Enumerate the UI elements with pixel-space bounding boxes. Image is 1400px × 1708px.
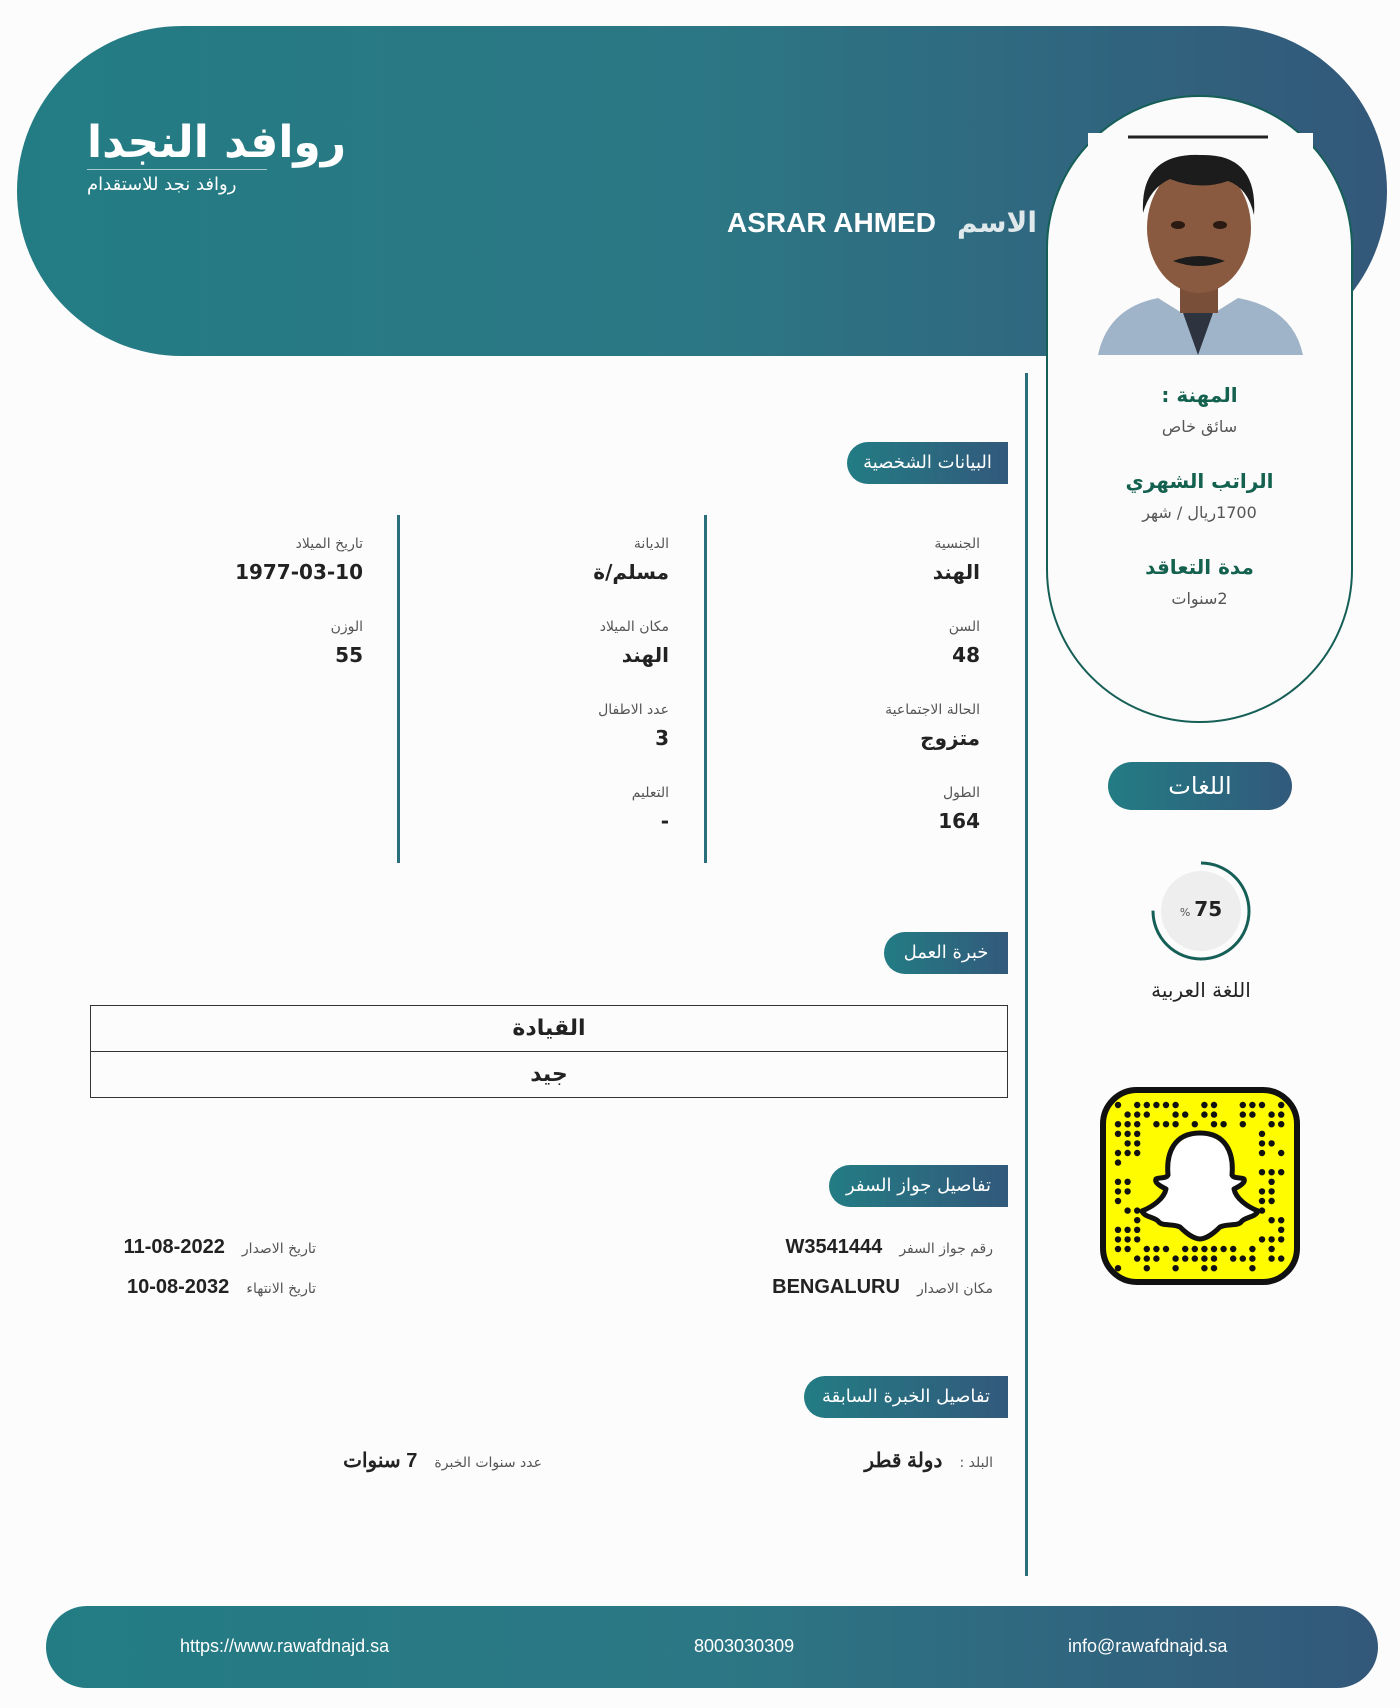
snapcode-dot xyxy=(1182,1111,1188,1117)
snapcode-dot xyxy=(1172,1255,1178,1261)
field-label: البلد : xyxy=(959,1455,993,1471)
snapcode-dot xyxy=(1220,1246,1226,1252)
snapcode-dot xyxy=(1124,1246,1130,1252)
column-divider xyxy=(397,515,400,863)
profession-block xyxy=(1048,383,1351,436)
snapcode-dot xyxy=(1134,1217,1140,1223)
snapcode-dot xyxy=(1115,1121,1121,1127)
field-label: تاريخ الاصدار xyxy=(241,1241,316,1257)
snapcode-dot xyxy=(1211,1102,1217,1108)
field-label: رقم جواز السفر xyxy=(899,1241,993,1257)
snapcode-dot xyxy=(1115,1188,1121,1194)
profile-photo xyxy=(1088,133,1313,355)
passport-expiry-date xyxy=(127,1276,316,1299)
snapcode-dot xyxy=(1268,1255,1274,1261)
snapcode-dot xyxy=(1192,1121,1198,1127)
snapcode-dot xyxy=(1268,1246,1274,1252)
snapcode-dot xyxy=(1259,1198,1265,1204)
snapcode-dot xyxy=(1240,1111,1246,1117)
profile-card xyxy=(1046,95,1353,723)
field-value: 3 xyxy=(655,726,669,750)
section-passport: تفاصيل جواز السفر xyxy=(829,1165,1008,1207)
name-row xyxy=(617,206,1037,239)
snapcode-dot xyxy=(1249,1246,1255,1252)
snapcode-dot xyxy=(1268,1140,1274,1146)
contract-value: 2سنوات xyxy=(1171,589,1228,608)
snapcode-dot xyxy=(1172,1111,1178,1117)
field-label: الجنسية xyxy=(934,536,980,552)
field-children xyxy=(598,702,669,750)
field-value: 55 xyxy=(335,643,363,667)
snapcode-dot xyxy=(1220,1121,1226,1127)
snapcode-dot xyxy=(1153,1255,1159,1261)
name-value: ASRAR AHMED xyxy=(726,207,936,238)
snapcode-dot xyxy=(1268,1188,1274,1194)
profession-value: سائق خاص xyxy=(1161,417,1238,436)
snapcode-dot xyxy=(1124,1140,1130,1146)
field-nationality xyxy=(933,536,980,584)
snapcode-dot xyxy=(1124,1207,1130,1213)
snapcode-dot xyxy=(1259,1140,1265,1146)
snapcode-dot xyxy=(1163,1121,1169,1127)
snapcode-dot xyxy=(1201,1265,1207,1271)
percent-value: 75 xyxy=(1194,897,1223,921)
field-value: الهند xyxy=(621,643,669,667)
logo-subtitle: روافد نجد للاستقدام xyxy=(87,174,237,195)
snapcode-dot xyxy=(1124,1227,1130,1233)
field-weight xyxy=(331,619,363,667)
snapcode-dot xyxy=(1278,1236,1284,1242)
snapcode-dot xyxy=(1124,1236,1130,1242)
snapcode-dot xyxy=(1153,1121,1159,1127)
snapcode-dot xyxy=(1201,1102,1207,1108)
snapcode-dot xyxy=(1144,1102,1150,1108)
snapcode-dot xyxy=(1259,1102,1265,1108)
field-label: تاريخ الانتهاء xyxy=(246,1281,316,1297)
table-cell: جيد xyxy=(91,1052,1008,1098)
snapcode-dot xyxy=(1240,1102,1246,1108)
table-row xyxy=(91,1006,1008,1052)
snapcode-dot xyxy=(1230,1255,1236,1261)
passport-issue-date xyxy=(124,1236,316,1259)
passport-place xyxy=(772,1276,993,1299)
snapcode-dot xyxy=(1240,1255,1246,1261)
phone-number[interactable]: 8003030309 xyxy=(694,1636,795,1656)
skills-table xyxy=(90,1005,1008,1098)
passport-number xyxy=(785,1236,993,1259)
snapcode-dot xyxy=(1115,1227,1121,1233)
snapcode-dot xyxy=(1278,1111,1284,1117)
snapcode-dot xyxy=(1278,1217,1284,1223)
field-value: 1977-03-10 xyxy=(235,560,363,584)
snapcode-dot xyxy=(1134,1102,1140,1108)
snapcode-dot xyxy=(1153,1246,1159,1252)
snapcode-dot xyxy=(1172,1265,1178,1271)
snapcode-dot xyxy=(1134,1255,1140,1261)
snapcode-dot xyxy=(1124,1131,1130,1137)
snapcode-dot xyxy=(1268,1111,1274,1117)
field-marital-status xyxy=(885,702,980,750)
snapcode-dot xyxy=(1163,1102,1169,1108)
snapcode-dot xyxy=(1211,1265,1217,1271)
snapcode-dot xyxy=(1134,1121,1140,1127)
website-link[interactable]: https://www.rawafdnajd.sa xyxy=(180,1636,390,1656)
field-value: الهند xyxy=(932,560,980,584)
table-cell: القيادة xyxy=(91,1006,1008,1052)
snapcode-dot xyxy=(1124,1179,1130,1185)
field-value: متزوج xyxy=(920,726,980,750)
snapcode-dot xyxy=(1259,1150,1265,1156)
field-value: BENGALURU xyxy=(772,1276,900,1298)
contract-block xyxy=(1048,555,1351,608)
snapcode-dot xyxy=(1115,1131,1121,1137)
brand-logo xyxy=(87,117,347,195)
snapcode-dot xyxy=(1134,1111,1140,1117)
logo-mark: روافد النجدا xyxy=(87,117,347,168)
snapcode-dot xyxy=(1192,1246,1198,1252)
snapcode-dot xyxy=(1124,1121,1130,1127)
field-label: الطول xyxy=(942,785,980,801)
field-label: مكان الميلاد xyxy=(599,619,669,635)
snapcode-dot xyxy=(1278,1121,1284,1127)
field-value: W3541444 xyxy=(785,1236,883,1258)
field-label: عدد سنوات الخبرة xyxy=(434,1455,542,1471)
snapcode-dot xyxy=(1201,1255,1207,1261)
field-age xyxy=(949,619,980,667)
field-label: التعليم xyxy=(631,785,669,801)
field-label: عدد الاطفال xyxy=(598,702,669,718)
snapchat-qr-code[interactable] xyxy=(1100,1087,1300,1285)
snapcode-dot xyxy=(1115,1159,1121,1165)
field-label: السن xyxy=(948,619,980,635)
snapcode-dot xyxy=(1249,1255,1255,1261)
snapcode-dot xyxy=(1134,1140,1140,1146)
column-divider xyxy=(704,515,707,863)
section-personal: البيانات الشخصية xyxy=(847,442,1008,484)
snapcode-dot xyxy=(1211,1246,1217,1252)
snapcode-dot xyxy=(1182,1246,1188,1252)
snapcode-dot xyxy=(1134,1150,1140,1156)
snapcode-dot xyxy=(1278,1150,1284,1156)
percent-sign: % xyxy=(1179,906,1191,919)
snapcode-dot xyxy=(1278,1169,1284,1175)
field-birthplace xyxy=(600,619,669,667)
field-value: - xyxy=(660,809,669,833)
snapcode-dot xyxy=(1268,1179,1274,1185)
snapcode-dot xyxy=(1153,1102,1159,1108)
snapcode-dot xyxy=(1240,1121,1246,1127)
snapcode-dot xyxy=(1182,1255,1188,1261)
field-label: مكان الاصدار xyxy=(917,1281,993,1297)
field-label: الديانة xyxy=(633,536,669,552)
snapcode-dot xyxy=(1124,1188,1130,1194)
language-percent xyxy=(1150,897,1252,921)
section-work: خبرة العمل xyxy=(884,932,1008,974)
snapcode-dot xyxy=(1192,1255,1198,1261)
snapcode-dot xyxy=(1144,1265,1150,1271)
snapcode-dot xyxy=(1144,1111,1150,1117)
snapcode-dot xyxy=(1124,1150,1130,1156)
snapcode-dot xyxy=(1278,1255,1284,1261)
field-value: 2032-08-10 xyxy=(126,1276,230,1298)
snapcode-dot xyxy=(1134,1207,1140,1213)
field-value: 7 سنوات xyxy=(343,1450,418,1472)
snapcode-dot xyxy=(1115,1236,1121,1242)
languages-title: اللغات xyxy=(1108,762,1292,810)
snapcode-dot xyxy=(1115,1265,1121,1271)
snapcode-dot xyxy=(1124,1111,1130,1117)
snapcode-dot xyxy=(1268,1236,1274,1242)
snapcode-dot xyxy=(1259,1169,1265,1175)
field-birthdate xyxy=(235,536,363,584)
salary-label: الراتب الشهري xyxy=(1125,469,1274,493)
snapcode-dot xyxy=(1249,1102,1255,1108)
language-name: اللغة العربية xyxy=(1151,978,1251,1002)
table-row xyxy=(91,1052,1008,1098)
snapcode-dot xyxy=(1134,1236,1140,1242)
snapcode-dot xyxy=(1115,1150,1121,1156)
snapcode-dot xyxy=(1259,1188,1265,1194)
snapcode-dot xyxy=(1115,1102,1121,1108)
timeline-divider xyxy=(1025,373,1028,1576)
snapcode-dot xyxy=(1249,1265,1255,1271)
snapcode-dot xyxy=(1115,1198,1121,1204)
name-label: الاسم xyxy=(957,206,1037,239)
snapcode-dot xyxy=(1249,1111,1255,1117)
snapcode-dot xyxy=(1144,1246,1150,1252)
snapcode-dot xyxy=(1211,1255,1217,1261)
section-previous: تفاصيل الخبرة السابقة xyxy=(804,1376,1008,1418)
snapcode-dot xyxy=(1268,1217,1274,1223)
footer-bar xyxy=(46,1606,1378,1688)
field-value: دولة قطر xyxy=(864,1450,943,1472)
snapcode-dot xyxy=(1201,1246,1207,1252)
snapcode-dot xyxy=(1211,1121,1217,1127)
snapcode-dot xyxy=(1172,1121,1178,1127)
snapcode-dot xyxy=(1144,1255,1150,1261)
field-label: تاريخ الميلاد xyxy=(295,536,363,552)
snapcode-dot xyxy=(1211,1111,1217,1117)
salary-block xyxy=(1048,469,1351,522)
snapcode-dot xyxy=(1163,1246,1169,1252)
field-education xyxy=(632,785,669,833)
snapcode-dot xyxy=(1268,1198,1274,1204)
field-label: الوزن xyxy=(330,619,363,635)
snapcode-dot xyxy=(1278,1227,1284,1233)
field-religion xyxy=(593,536,669,584)
snapcode-dot xyxy=(1268,1169,1274,1175)
snapcode-dot xyxy=(1230,1246,1236,1252)
snapcode-dot xyxy=(1134,1227,1140,1233)
snapcode-dot xyxy=(1115,1246,1121,1252)
profession-label: المهنة : xyxy=(1161,383,1238,407)
field-value: 48 xyxy=(952,643,980,667)
field-label: الحالة الاجتماعية xyxy=(885,702,980,718)
snapcode-dot xyxy=(1201,1111,1207,1117)
previous-years xyxy=(343,1448,542,1473)
snapcode-dot xyxy=(1259,1236,1265,1242)
field-value: 2022-08-11 xyxy=(123,1236,225,1258)
email-link[interactable]: info@rawafdnajd.sa xyxy=(1068,1636,1228,1656)
snapcode-dot xyxy=(1268,1121,1274,1127)
snapcode-dot xyxy=(1134,1131,1140,1137)
snapcode-dot xyxy=(1172,1102,1178,1108)
previous-country xyxy=(864,1448,993,1473)
field-value: مسلم/ة xyxy=(593,560,669,584)
contract-label: مدة التعاقد xyxy=(1145,555,1254,579)
field-height xyxy=(938,785,980,833)
field-value: 164 xyxy=(938,809,980,833)
snapcode-dot xyxy=(1115,1179,1121,1185)
snapcode-dot xyxy=(1259,1131,1265,1137)
snapcode-dot xyxy=(1278,1102,1284,1108)
salary-value: 1700ريال / شهر xyxy=(1142,503,1257,522)
